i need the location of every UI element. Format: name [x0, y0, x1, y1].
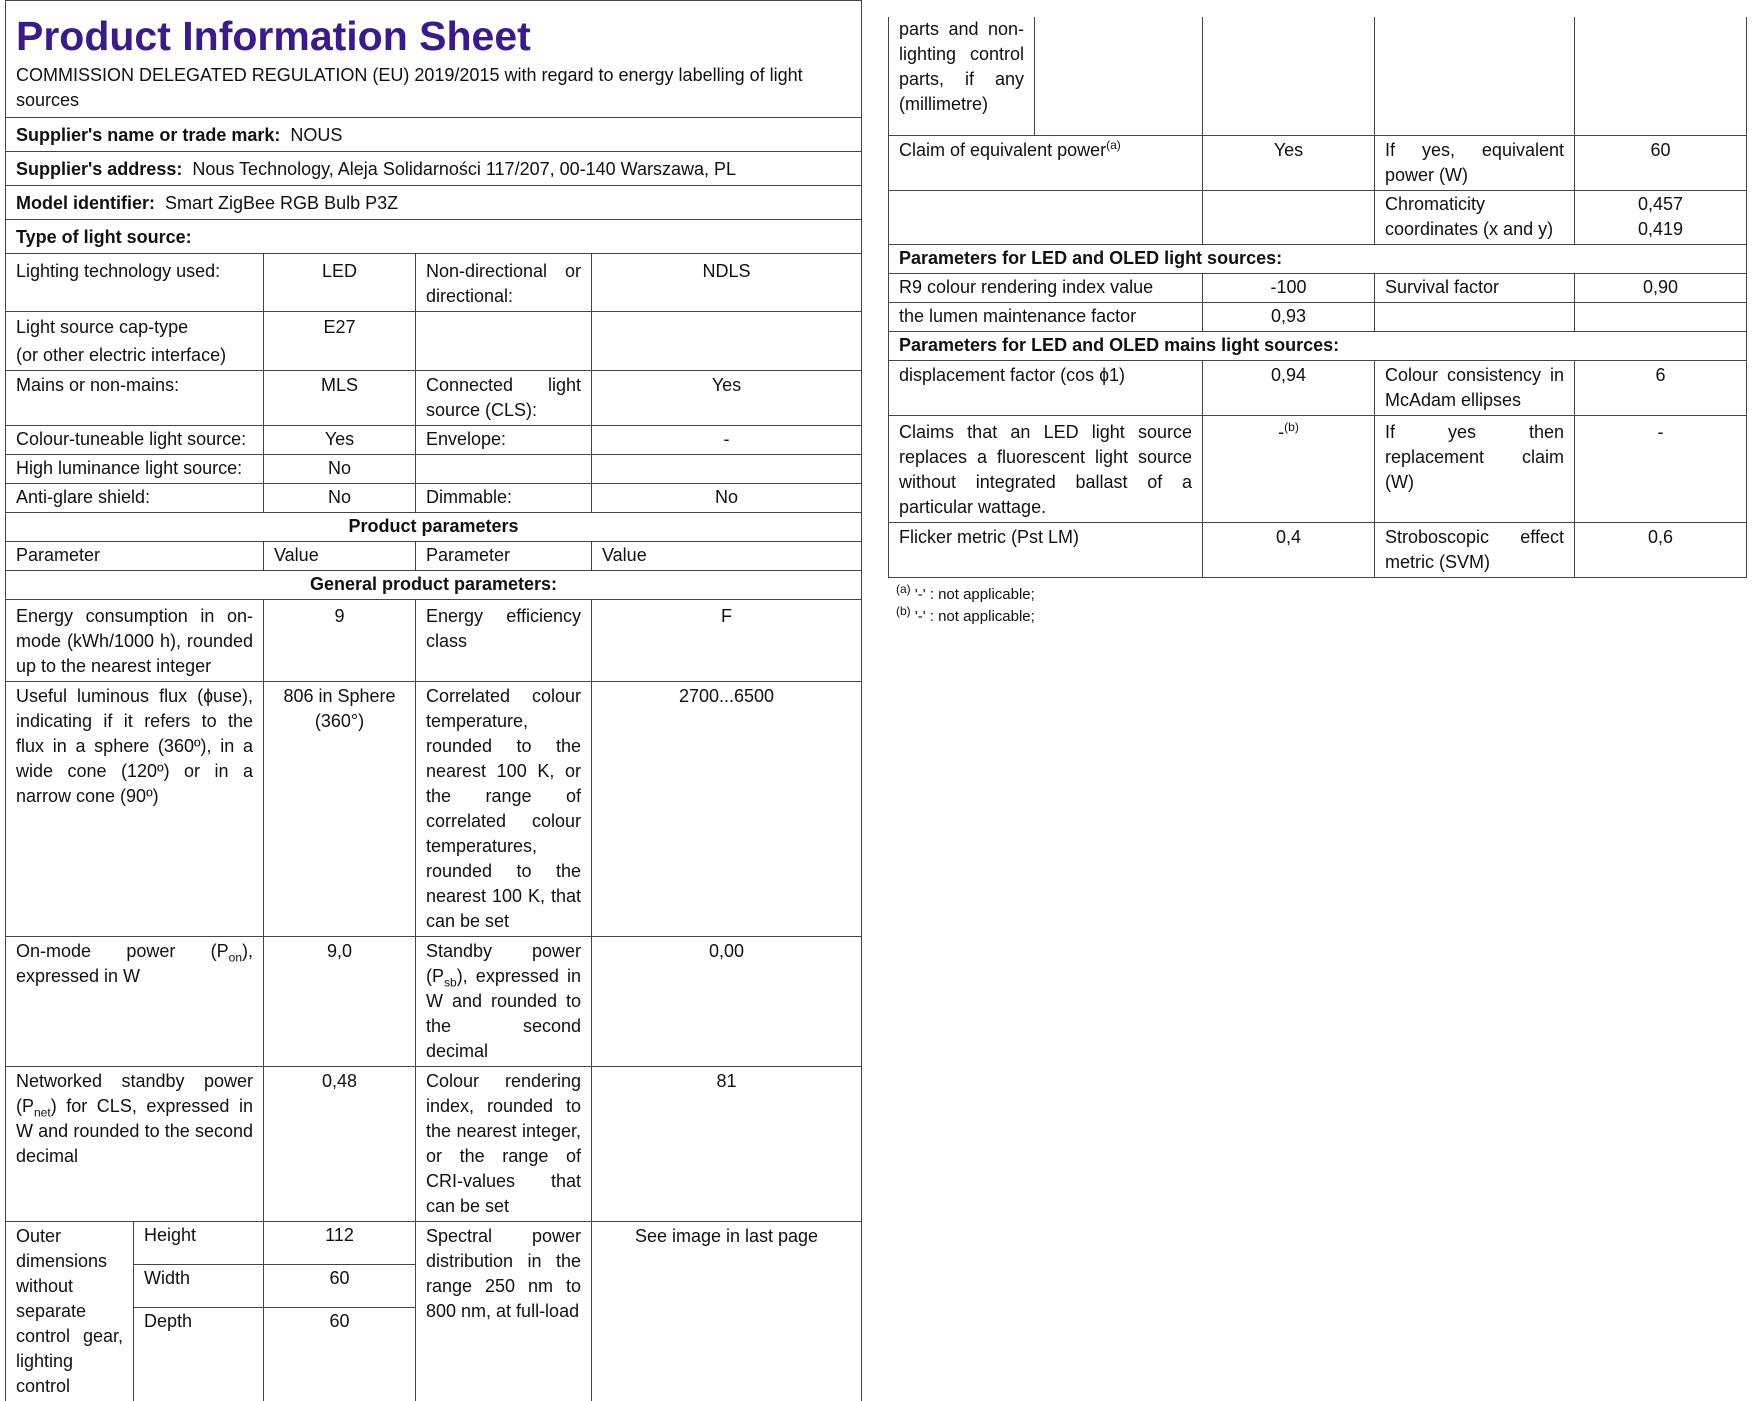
standby-power-value: 0,00: [592, 937, 862, 1067]
table-row: [889, 522, 1747, 577]
colour-consistency-label: Colour consistency in McAdam ellipses: [1375, 360, 1575, 415]
supplier-name-row: [6, 118, 862, 152]
spectral-label: Spectral power distribution in the range 250 nm to 800 nm, at full-load: [416, 1222, 592, 1401]
r9-value: -100: [1203, 273, 1375, 302]
type-value: LED: [264, 254, 416, 312]
table-row: [6, 600, 862, 682]
col-header-value: Value: [264, 542, 416, 571]
empty-cell: [1375, 302, 1575, 331]
table-row: [6, 1067, 862, 1222]
info-table: [5, 0, 862, 254]
height-value: 112: [264, 1222, 416, 1265]
model-value: Smart ZigBee RGB Bulb P3Z: [165, 193, 398, 213]
cri-value: 81: [592, 1067, 862, 1222]
energy-class-value: F: [592, 600, 862, 682]
mains-parameters-heading: Parameters for LED and OLED mains light sources:: [889, 331, 1747, 360]
depth-label: Depth: [134, 1308, 264, 1401]
cct-value: 2700...6500: [592, 682, 862, 937]
type-param: Envelope:: [416, 426, 592, 455]
type-param: High luminance light source:: [6, 455, 264, 484]
header-cell: [6, 1, 862, 118]
table-row: [6, 682, 862, 937]
col-header-value: Value: [592, 542, 862, 571]
empty-cell: [1375, 17, 1575, 135]
flux-label: Useful luminous flux (ɸuse), indicating if it refers to the flux in a sphere (360º), in a wide cone (120º) or in a narrow cone (90º): [6, 682, 264, 937]
page-title: Product Information Sheet: [6, 1, 861, 63]
standby-power-label: Standby power $(P_{sb})$, expressed in W and rounded to the second decimal: [416, 937, 592, 1067]
flicker-value: 0,4: [1203, 522, 1375, 577]
fluorescent-claim-value: -$^{(b)}$: [1203, 415, 1375, 522]
type-value: Yes: [592, 371, 862, 426]
energy-consumption-value: 9: [264, 600, 416, 682]
chromaticity-y: 0,419: [1585, 217, 1736, 242]
lumen-maintenance-label: the lumen maintenance factor: [889, 302, 1203, 331]
table-row: [889, 360, 1747, 415]
spectral-value: See image in last page: [592, 1222, 862, 1401]
table-row: [889, 135, 1747, 190]
energy-consumption-label: Energy consumption in on-mode (kWh/1000 h), rounded up to the nearest integer: [6, 600, 264, 682]
dimensions-label: Outer dimensions without separate control gear, lighting control: [6, 1222, 134, 1401]
empty-cell: [1035, 17, 1203, 135]
type-value: E27: [264, 312, 416, 371]
type-param: Connected light source (CLS):: [416, 371, 592, 426]
type-heading: Type of light source:: [6, 220, 862, 254]
chromaticity-value: [1575, 190, 1747, 244]
energy-class-label: Energy efficiency class: [416, 600, 592, 682]
type-table: [5, 253, 862, 1222]
left-column: [5, 0, 861, 1401]
flicker-label: Flicker metric (Pst LM): [889, 522, 1203, 577]
cap-type-line2: (or other electric interface): [16, 343, 253, 368]
type-param: Non-directional or directional:: [416, 254, 592, 312]
type-param: Dimmable:: [416, 484, 592, 513]
equivalent-power-label: Claim of equivalent power$^{(a)}$: [889, 135, 1203, 190]
product-parameters-heading: Product parameters: [6, 513, 862, 542]
type-value: MLS: [264, 371, 416, 426]
height-label: Height: [134, 1222, 264, 1265]
empty-cell: [1203, 190, 1375, 244]
supplier-address-value: Nous Technology, Aleja Solidarności 117/207, 00-140 Warszawa, PL: [192, 159, 736, 179]
dimensions-table: [5, 1221, 862, 1401]
stroboscopic-label: Stroboscopic effect metric (SVM): [1375, 522, 1575, 577]
model-label: Model identifier:: [16, 193, 155, 213]
equivalent-power-value: Yes: [1203, 135, 1375, 190]
on-mode-power-label: On-mode power $(P_{on})$, expressed in W: [6, 937, 264, 1067]
equivalent-power-w-label: If yes, equivalent power (W): [1375, 135, 1575, 190]
supplier-address-row: [6, 152, 862, 186]
empty-cell: [1575, 302, 1747, 331]
type-value: No: [264, 455, 416, 484]
type-param: [416, 312, 592, 371]
column-header-row: [6, 542, 862, 571]
displacement-factor-label: displacement factor (cos ɸ1): [889, 360, 1203, 415]
model-row: [6, 186, 862, 220]
replacement-claim-label: If yes then replacement claim (W): [1375, 415, 1575, 522]
supplier-address-label: Supplier's address:: [16, 159, 182, 179]
colour-consistency-value: 6: [1575, 360, 1747, 415]
survival-factor-value: 0,90: [1575, 273, 1747, 302]
table-row: [6, 312, 862, 371]
on-mode-power-value: 9,0: [264, 937, 416, 1067]
table-row: [889, 302, 1747, 331]
type-value: [592, 455, 862, 484]
type-param: [416, 455, 592, 484]
width-value: 60: [264, 1265, 416, 1308]
supplier-name-label: Supplier's name or trade mark:: [16, 125, 280, 145]
general-parameters-heading: General product parameters:: [6, 571, 862, 600]
displacement-factor-value: 0,94: [1203, 360, 1375, 415]
empty-cell: [1575, 17, 1747, 135]
right-table: [888, 17, 1747, 578]
type-value: No: [592, 484, 862, 513]
stroboscopic-value: 0,6: [1575, 522, 1747, 577]
type-value: No: [264, 484, 416, 513]
footnotes: [888, 584, 1746, 628]
table-row: [6, 455, 862, 484]
equivalent-power-w-value: 60: [1575, 135, 1747, 190]
type-param: Colour-tuneable light source:: [6, 426, 264, 455]
table-row: [6, 371, 862, 426]
supplier-name-value: NOUS: [290, 125, 342, 145]
table-row: [889, 415, 1747, 522]
chromaticity-x: 0,457: [1585, 192, 1736, 217]
r9-label: R9 colour rendering index value: [889, 273, 1203, 302]
col-header-parameter: Parameter: [6, 542, 264, 571]
footnote: $^{(b)}$ '-' : not applicable;: [896, 606, 1746, 628]
depth-value: 60: [264, 1308, 416, 1401]
type-value: Yes: [264, 426, 416, 455]
table-row: [889, 190, 1747, 244]
table-row: [6, 426, 862, 455]
regulation-text: COMMISSION DELEGATED REGULATION (EU) 2019/2015 with regard to energy labelling of light sources: [6, 63, 861, 117]
fluorescent-claim-label: Claims that an LED light source replaces a fluorescent light source without integrated ballast of a particular wattage.: [889, 415, 1203, 522]
survival-factor-label: Survival factor: [1375, 273, 1575, 302]
type-value: NDLS: [592, 254, 862, 312]
networked-standby-label: Networked standby power $(P_{net})$ for CLS, expressed in W and rounded to the second decimal: [6, 1067, 264, 1222]
col-header-parameter: Parameter: [416, 542, 592, 571]
cct-label: Correlated colour temperature, rounded to the nearest 100 K, or the range of correlated colour temperatures, rounded to the nearest 100 K, that can be set: [416, 682, 592, 937]
table-row: [6, 484, 862, 513]
cap-type-line1: Light source cap-type: [16, 315, 253, 340]
type-param: Lighting technology used:: [6, 254, 264, 312]
type-param: [6, 312, 264, 371]
table-row: [6, 937, 862, 1067]
table-row: [6, 254, 862, 312]
networked-standby-value: 0,48: [264, 1067, 416, 1222]
table-row: [889, 273, 1747, 302]
table-row: [889, 17, 1747, 135]
flux-value: 806 in Sphere (360°): [264, 682, 416, 937]
empty-cell: [1203, 17, 1375, 135]
lumen-maintenance-value: 0,93: [1203, 302, 1375, 331]
cri-label: Colour rendering index, rounded to the nearest integer, or the range of CRI-values that can be set: [416, 1067, 592, 1222]
replacement-claim-value: -: [1575, 415, 1747, 522]
footnote: $^{(a)}$ '-' : not applicable;: [896, 584, 1746, 606]
empty-cell: [889, 190, 1203, 244]
chromaticity-label: Chromaticity coordinates (x and y): [1375, 190, 1575, 244]
led-parameters-heading: Parameters for LED and OLED light sources:: [889, 244, 1747, 273]
width-label: Width: [134, 1265, 264, 1308]
type-param: Anti-glare shield:: [6, 484, 264, 513]
dimensions-continued-label: parts and non-lighting control parts, if any (millimetre): [889, 17, 1035, 135]
type-value: -: [592, 426, 862, 455]
right-column: [888, 17, 1746, 628]
table-row: [6, 1222, 862, 1265]
type-param: Mains or non-mains:: [6, 371, 264, 426]
type-value: [592, 312, 862, 371]
